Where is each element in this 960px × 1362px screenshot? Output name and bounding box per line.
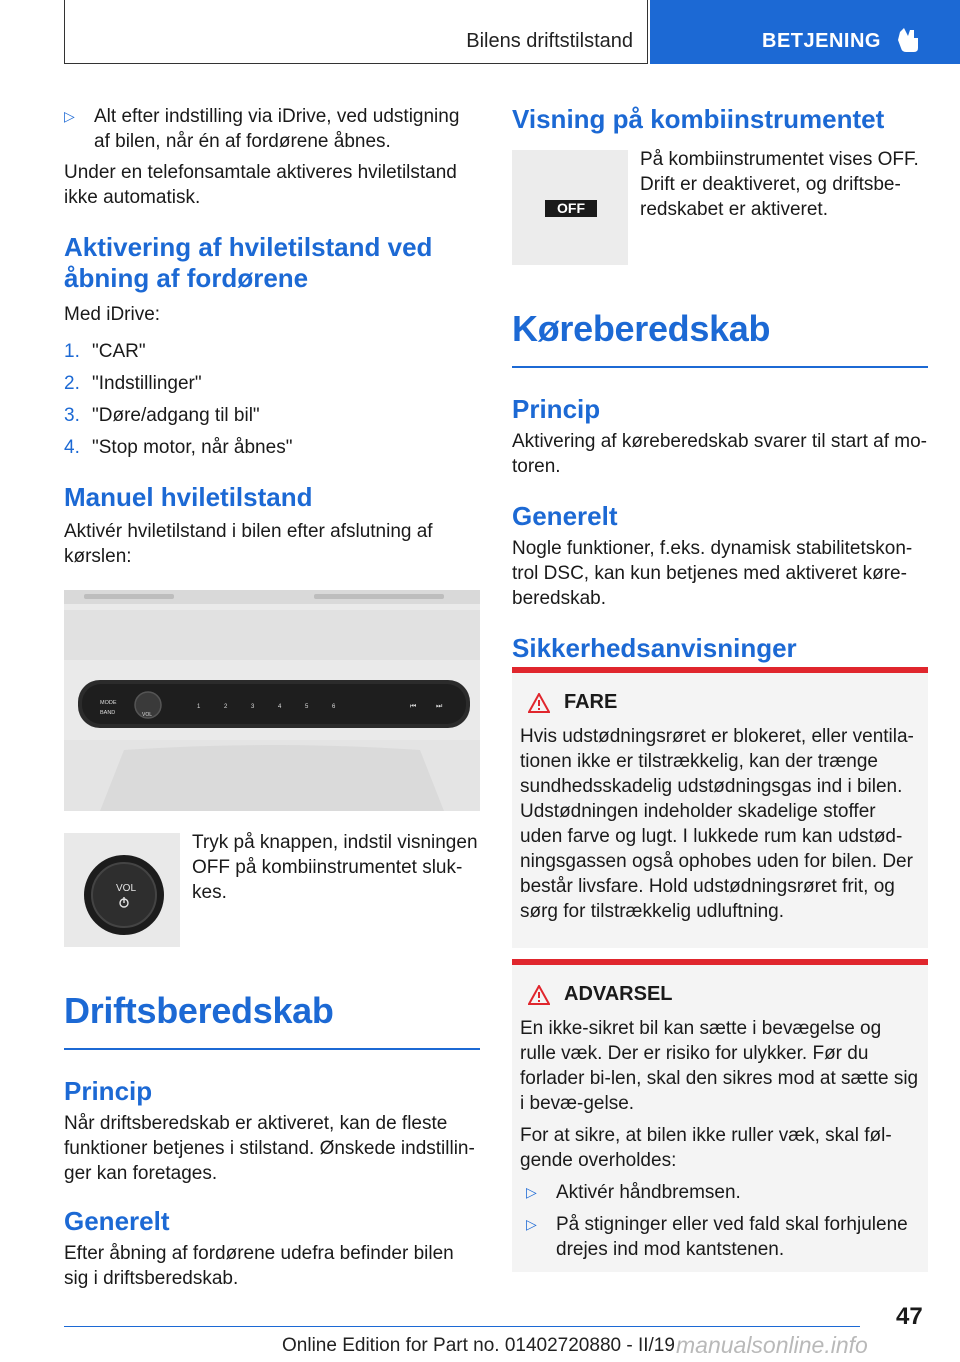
bullet-text: Alt efter indstilling via iDrive, ved udstigning af bilen, når én af fordørene åbnes. — [94, 106, 460, 152]
danger-title: FARE — [564, 691, 618, 713]
radio-panel-image — [64, 590, 480, 811]
left-column-lower — [64, 990, 480, 1298]
danger-box — [512, 667, 928, 948]
triangle-bullet-icon: ▷ — [64, 108, 75, 124]
section-rule — [512, 366, 928, 368]
paragraph-generelt-right: Nogle funktioner, f.eks. dynamisk stabilitetskon-trol DSC, kan kun betjenes med aktiveret køre-beredskab. — [512, 538, 913, 609]
header-section-title: Bilens driftstilstand — [466, 30, 633, 52]
steps-list — [64, 339, 480, 460]
header-chapter-tab — [650, 0, 960, 64]
radio-preset-6: 6 — [332, 704, 336, 710]
vol-knob-image — [64, 833, 180, 947]
knob-vol-label: VOL — [116, 883, 137, 894]
triangle-bullet-icon: ▷ — [526, 1216, 537, 1232]
heading-generelt-left: Generelt — [64, 1206, 170, 1236]
header-section-box — [64, 0, 648, 64]
header-chapter-title: BETJENING — [762, 30, 881, 52]
paragraph-manual: Aktivér hviletilstand i bilen efter afslutning af kørslen: — [64, 521, 433, 567]
paragraph-princip-left: Når driftsberedskab er aktiveret, kan de fleste funktioner betjenes i stilstand. Ønskede indstillin-ger kan foretages. — [64, 1113, 475, 1184]
radio-band-label: BAND — [100, 710, 116, 716]
section-rule — [64, 1048, 480, 1050]
page-number: 47 — [896, 1303, 923, 1330]
radio-preset-2: 2 — [224, 704, 228, 710]
heading-doors: Aktivering af hviletilstand ved åbning af fordørene — [64, 232, 433, 293]
triangle-bullet-icon: ▷ — [526, 1184, 537, 1200]
radio-panel-illustration — [64, 590, 480, 811]
paragraph-press: Tryk på knappen, indstil visningen OFF på kombiinstrumentet sluk-kes. — [192, 832, 478, 903]
radio-preset-4: 4 — [278, 704, 282, 710]
warning-text-2: For at sikre, at bilen ikke ruller væk, skal føl-gende overholdes: — [520, 1125, 892, 1171]
footer-edition: Online Edition for Part no. 01402720880 - II/19 — [282, 1335, 675, 1356]
list-item: 4. "Stop motor, når åbnes" — [64, 437, 293, 458]
off-badge: OFF — [545, 200, 597, 217]
warning-text-1: En ikke-sikret bil kan sætte i bevægelse og rulle væk. Der er risiko for ulykker. Før du forlader bi-len, skal den sikres mod at sætte sig i bevæ-gelse. — [520, 1018, 919, 1114]
radio-vol-label: VOL — [142, 712, 153, 718]
list-item: 1. "CAR" — [64, 341, 146, 362]
heading-driftsberedskab: Driftsberedskab — [64, 990, 334, 1031]
vol-knob-illustration — [64, 833, 180, 947]
warning-triangle-icon — [528, 985, 550, 1005]
paragraph-idrive: Med iDrive: — [64, 304, 161, 325]
list-item: 3. "Døre/adgang til bil" — [64, 405, 260, 426]
paragraph-princip-right: Aktivering af køreberedskab svarer til start af mo-toren. — [512, 431, 927, 477]
heading-koreberedskab: Køreberedskab — [512, 308, 771, 349]
danger-title-row — [520, 691, 920, 714]
radio-next-label: ⏭ — [436, 703, 443, 710]
warning-title-row — [520, 983, 920, 1006]
watermark-logo: manualsonline.info — [676, 1332, 868, 1358]
right-column — [512, 308, 928, 664]
paragraph-visning: På kombiinstrumentet vises OFF. Drift er deaktiveret, og driftsbe-redskabet er aktiveret. — [640, 149, 919, 220]
radio-prev-label: ⏮ — [410, 703, 417, 710]
radio-mode-label: MODE — [100, 700, 117, 706]
bullet-item — [64, 104, 480, 154]
warning-title: ADVARSEL — [564, 983, 673, 1005]
heading-princip-left: Princip — [64, 1076, 153, 1106]
warning-bullet: ▷ Aktivér håndbremsen. — [526, 1182, 741, 1203]
left-column — [64, 104, 480, 576]
radio-preset-5: 5 — [305, 704, 309, 710]
warning-bullet: ▷ På stigninger eller ved fald skal forhjulene drejes ind mod kantstenen. — [526, 1214, 908, 1260]
radio-preset-1: 1 — [197, 704, 201, 710]
paragraph-generelt-left: Efter åbning af fordørene udefra befinder bilen sig i driftsberedskab. — [64, 1243, 454, 1289]
heading-manual: Manuel hviletilstand — [64, 482, 313, 512]
hand-pointer-icon — [896, 26, 922, 54]
heading-visning: Visning på kombiinstrumentet — [512, 104, 885, 134]
paragraph-call: Under en telefonsamtale aktiveres hviletilstand ikke automatisk. — [64, 162, 457, 208]
heading-sikkerhed: Sikkerhedsanvisninger — [512, 633, 797, 663]
footer-rule — [64, 1326, 860, 1327]
off-display-image — [512, 150, 628, 265]
warning-box — [512, 959, 928, 1272]
list-item: 2. "Indstillinger" — [64, 373, 202, 394]
heading-generelt-right: Generelt — [512, 501, 618, 531]
heading-princip-right: Princip — [512, 394, 601, 424]
danger-text: Hvis udstødningsrøret er blokeret, eller ventila-tionen ikke er tilstrækkelig, kan der trænge sundhedsskadelig udstødningsgas ind i bilen. Udstødningen indeholder skadelige stoffer uden farve og lugt. I lukkede rum kan udstød-ningsgassen også ophobes uden for bilen. Der består livsfare. Hold udstødningsrøret frit, og sørg for tilstrækkelig udluftning. — [520, 726, 914, 922]
warning-triangle-icon — [528, 693, 550, 713]
radio-preset-3: 3 — [251, 704, 255, 710]
